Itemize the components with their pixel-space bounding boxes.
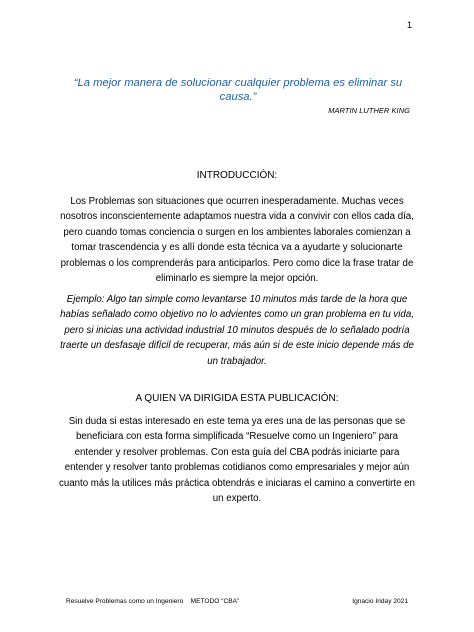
audience-heading: A QUIEN VA DIRIGIDA ESTA PUBLICACIÓN: — [135, 393, 339, 404]
page-number: 1 — [406, 20, 412, 30]
footer-title: Resuelve Problemas como un Ingeniero METODO “CBA” — [66, 598, 240, 605]
epigraph-author: MARTIN LUTHER KING — [328, 106, 410, 115]
intro-example: Ejemplo: Algo tan simple como levantarse 10 minutos más tarde de la hora que habías señalado como objetivo no lo advientes como un gran problema en tu vida, pero si inicias una actividad industrial 10 minutos después de lo señalado podría traerte un desfasaje difícil de recuperar, más aún si de este inicio depende más de un trabajador. — [60, 294, 414, 367]
page-footer — [66, 598, 408, 605]
audience-paragraph: Sin duda si estas interesado en este tema ya eres una de las personas que se beneficiara con esta forma simplificada “Resuelve como un Ingeniero” para entender y resolver problemas. Con esta guía del CBA podrás iniciarte para entender y resolver tanto problemas cotidianos como empresariales y mejor aún cuanto más la utilices más práctica obtendrás e iniciaras el camino a convertirte en un experto. — [59, 416, 415, 505]
intro-paragraph: Los Problemas son situaciones que ocurren inesperadamente. Muchas veces nosotros inconscientemente adaptamos nuestra vida a convivir con ellos cada día, pero cuando tomas conciencia o surgen en los ambientes laborales comienzan a tomar trascendencia y es allí donde esta técnica va a ayudarte y solucionarte problemas o los comprenderás para anticiparlos. Pero como dice la frase tratar de eliminarlo es siempre la mejor opción. — [60, 196, 414, 285]
epigraph-quote: “La mejor manera de solucionar cualquier problema es eliminar su causa.” — [73, 77, 403, 103]
intro-heading: INTRODUCCIÓN: — [196, 170, 278, 181]
footer-author: Ignacio Iriday 2021 — [352, 598, 408, 605]
